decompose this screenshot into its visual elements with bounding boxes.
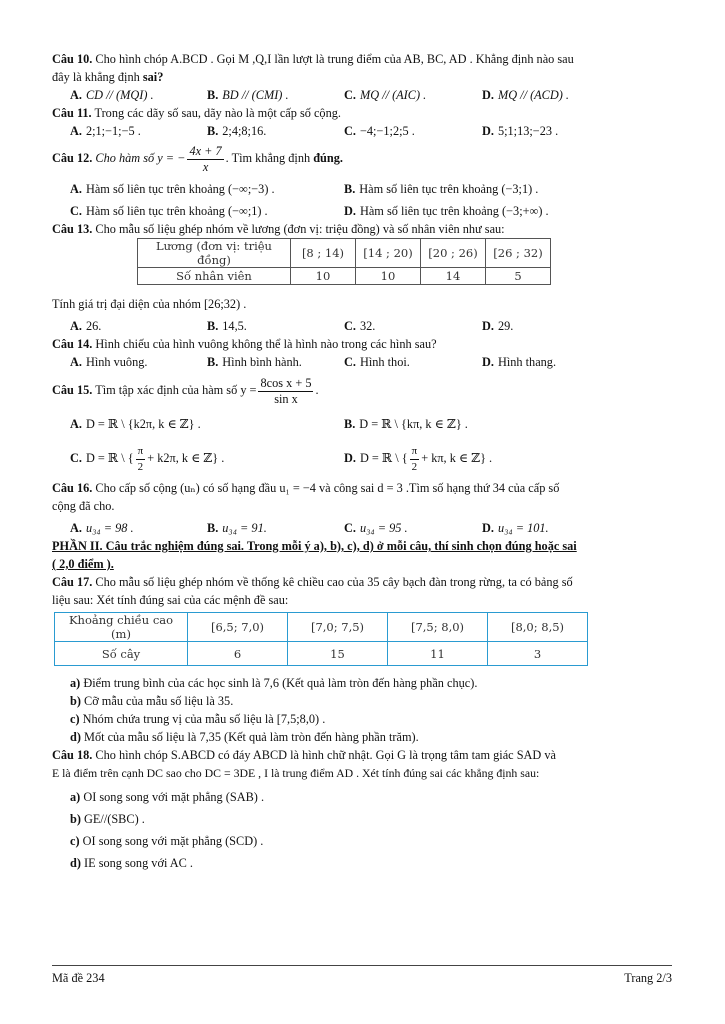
option-d[interactable]: D. MQ // (ACD) . bbox=[482, 88, 570, 102]
table-row bbox=[138, 268, 551, 285]
options-12-row1 bbox=[52, 180, 672, 198]
option-b[interactable]: B. Hình bình hành. bbox=[207, 355, 302, 369]
table-cell: [7,0; 7,5) bbox=[288, 613, 388, 642]
option-b[interactable]: B. D = ℝ \ {kπ, k ∈ ℤ} . bbox=[344, 417, 468, 431]
table-cell: 3 bbox=[488, 642, 588, 666]
question-text: Hình chiếu của hình vuông không thể là hình nào trong các hình sau? bbox=[95, 337, 437, 351]
question-text: liệu sau: Xét tính đúng sai của các mệnh đề sau: bbox=[52, 593, 289, 607]
statement-c[interactable]: c) Nhóm chứa trung vị của mẫu số liệu là [7,5;8,0) . bbox=[70, 712, 326, 726]
option-b[interactable]: B. 14,5. bbox=[207, 319, 247, 333]
table-cell: Số nhân viên bbox=[138, 268, 291, 285]
statement-d[interactable]: d) IE song song với AC . bbox=[70, 856, 194, 870]
option-a[interactable]: A. 26. bbox=[70, 319, 102, 333]
exam-page bbox=[52, 50, 672, 874]
question-label: Câu 16. bbox=[52, 481, 93, 495]
question-10 bbox=[52, 50, 672, 68]
question-label: Câu 12. bbox=[52, 151, 93, 165]
option-a[interactable]: A. u₃₄ = 98 . bbox=[70, 521, 134, 535]
question-text: cộng đã cho. bbox=[52, 499, 115, 513]
question-label: Câu 11. bbox=[52, 106, 92, 120]
question-label: Câu 13. bbox=[52, 222, 93, 236]
table-cell: [14 ; 20) bbox=[356, 239, 421, 268]
table-cell: Khoảng chiều cao (m) bbox=[55, 613, 188, 642]
option-d[interactable]: D. D = ℝ \ { $\frac{\pi}{2}$ + kπ, k ∈ ℤ} . bbox=[344, 444, 493, 473]
table-cell: Số cây bbox=[55, 642, 188, 666]
options-15-row2 bbox=[52, 443, 672, 473]
question-18-cont bbox=[52, 764, 672, 782]
option-c[interactable]: C. −4;−1;2;5 . bbox=[344, 124, 415, 138]
question-12 bbox=[52, 140, 672, 176]
formula: Cho hàm số y = − bbox=[95, 151, 186, 165]
options-15-row1 bbox=[52, 415, 672, 433]
options-14 bbox=[52, 353, 672, 371]
options-10 bbox=[52, 86, 672, 104]
question-16 bbox=[52, 479, 672, 497]
table-row bbox=[55, 613, 588, 642]
question-label: Câu 18. bbox=[52, 748, 93, 762]
statement-d[interactable]: d) Mốt của mẫu số liệu là 7,35 (Kết quả làm tròn đến hàng phần trăm). bbox=[70, 730, 419, 744]
option-d[interactable]: D. Hình thang. bbox=[482, 355, 557, 369]
fraction: $\frac{4x + 7}{x}$ bbox=[189, 143, 222, 174]
statement-b[interactable]: b) Cỡ mẫu của mẫu số liệu là 35. bbox=[70, 694, 234, 708]
height-table bbox=[54, 612, 588, 666]
question-13-ask bbox=[52, 295, 672, 313]
option-d[interactable]: D. 5;1;13;−23 . bbox=[482, 124, 559, 138]
question-text: Cho mẫu số liệu ghép nhóm về thống kê chiều cao của 35 cây bạch đàn trong rừng, ta có bảng số bbox=[95, 575, 573, 589]
question-14 bbox=[52, 335, 672, 353]
table-row bbox=[55, 642, 588, 666]
emphasis: đúng. bbox=[313, 151, 343, 165]
statement-a[interactable]: a) OI song song với mặt phẳng (SAB) . bbox=[70, 790, 265, 804]
question-text: Trong các dãy số sau, dãy nào là một cấp số cộng. bbox=[94, 106, 341, 120]
question-label: Câu 14. bbox=[52, 337, 93, 351]
option-d[interactable]: D. 29. bbox=[482, 319, 514, 333]
table-cell: 14 bbox=[421, 268, 486, 285]
option-a[interactable]: A. CD // (MQI) . bbox=[70, 88, 154, 102]
option-b[interactable]: B. BD // (CMI) . bbox=[207, 88, 289, 102]
question-text: Cho mẫu số liệu ghép nhóm về lương (đơn vị: triệu đồng) và số nhân viên như sau: bbox=[95, 222, 505, 236]
option-d[interactable]: D. Hàm số liên tục trên khoảng (−3;+∞) . bbox=[344, 204, 549, 218]
statement-a[interactable]: a) Điểm trung bình của các học sinh là 7,6 (Kết quả làm tròn đến hàng phần chục). bbox=[70, 676, 478, 690]
question-text: . Tìm khẳng định bbox=[225, 151, 311, 165]
table-cell: [6,5; 7,0) bbox=[188, 613, 288, 642]
question-label: Câu 10. bbox=[52, 52, 93, 66]
table-cell: Lương (đơn vị: triệu đồng) bbox=[138, 239, 291, 268]
table-cell: [26 ; 32) bbox=[486, 239, 551, 268]
question-text: Cho hình chóp S.ABCD có đáy ABCD là hình chữ nhật. Gọi G là trọng tâm tam giác SAD và bbox=[95, 748, 556, 762]
question-13 bbox=[52, 220, 672, 238]
emphasis: sai? bbox=[142, 70, 164, 84]
option-d[interactable]: D. u₃₄ = 101. bbox=[482, 521, 549, 535]
option-c[interactable]: C. Hình thoi. bbox=[344, 355, 410, 369]
option-a[interactable]: A. Hàm số liên tục trên khoảng (−∞;−3) . bbox=[70, 182, 275, 196]
table-row bbox=[138, 239, 551, 268]
question-10-cont bbox=[52, 68, 672, 86]
table-cell: [20 ; 26) bbox=[421, 239, 486, 268]
question-11 bbox=[52, 104, 672, 122]
question-label: Câu 17. bbox=[52, 575, 93, 589]
table-cell: 5 bbox=[486, 268, 551, 285]
option-c[interactable]: C. u₃₄ = 95 . bbox=[344, 521, 408, 535]
question-text: Tính giá trị đại diện của nhóm [26;32) . bbox=[52, 297, 247, 311]
option-c[interactable]: C. Hàm số liên tục trên khoảng (−∞;1) . bbox=[70, 204, 268, 218]
option-a[interactable]: A. 2;1;−1;−5 . bbox=[70, 124, 141, 138]
option-c[interactable]: C. 32. bbox=[344, 319, 376, 333]
option-b[interactable]: B. u₃₄ = 91. bbox=[207, 521, 267, 535]
question-17-cont bbox=[52, 591, 672, 609]
question-16-cont bbox=[52, 497, 672, 515]
table-cell: 10 bbox=[356, 268, 421, 285]
statement-c[interactable]: c) OI song song với mặt phẳng (SCD) . bbox=[70, 834, 264, 848]
fraction: $\frac{\text{8cos x + 5}}{\text{sin x}}$ bbox=[260, 375, 312, 406]
options-12-row2 bbox=[52, 202, 672, 220]
table-cell: [8,0; 8,5) bbox=[488, 613, 588, 642]
part-2-title: PHẦN II. Câu trắc nghiệm đúng sai. Trong mỗi ý a), b), c), d) ở mỗi câu, thí sinh chọn đúng hoặc sai bbox=[52, 539, 577, 553]
option-a[interactable]: A. Hình vuông. bbox=[70, 355, 148, 369]
option-c[interactable]: C. MQ // (AIC) . bbox=[344, 88, 427, 102]
question-18 bbox=[52, 746, 672, 764]
table-cell: [8 ; 14) bbox=[291, 239, 356, 268]
question-label: Câu 15. bbox=[52, 383, 93, 397]
page-footer bbox=[52, 965, 672, 986]
options-16 bbox=[52, 519, 672, 537]
table-cell: [7,5; 8,0) bbox=[388, 613, 488, 642]
salary-table bbox=[137, 238, 551, 285]
option-b[interactable]: B. Hàm số liên tục trên khoảng (−3;1) . bbox=[344, 182, 539, 196]
question-text: Cho cấp số cộng (uₙ) có số hạng đầu u₁ = −4 và công sai d = 3 .Tìm số hạng thứ 34 của cấp số bbox=[95, 481, 560, 495]
exam-code: Mã đề 234 bbox=[52, 971, 105, 985]
option-b[interactable]: B. 2;4;8;16. bbox=[207, 124, 267, 138]
options-13 bbox=[52, 317, 672, 335]
option-a[interactable]: A. D = ℝ \ {k2π, k ∈ ℤ} . bbox=[70, 417, 201, 431]
question-text: Cho hình chóp A.BCD . Gọi M ,Q,I lần lượt là trung điểm của AB, BC, AD . Khẳng định nào sau bbox=[95, 52, 574, 66]
question-17 bbox=[52, 573, 672, 591]
table-cell: 6 bbox=[188, 642, 288, 666]
option-c[interactable]: C. D = ℝ \ { $\frac{\pi}{2}$ + k2π, k ∈ ℤ} . bbox=[70, 444, 225, 473]
page-number: Trang 2/3 bbox=[624, 971, 672, 985]
table-cell: 10 bbox=[291, 268, 356, 285]
options-11 bbox=[52, 122, 672, 140]
question-text: đây là khẳng định bbox=[52, 70, 140, 84]
question-text: E là điểm trên cạnh DC sao cho DC = 3DE , I là trung điểm AD . Xét tính đúng sai các khẳng định sau: bbox=[52, 766, 540, 780]
part-2-title-cont: ( 2,0 điểm ). bbox=[52, 557, 114, 571]
table-cell: 11 bbox=[388, 642, 488, 666]
statement-b[interactable]: b) GE//(SBC) . bbox=[70, 812, 145, 826]
table-cell: 15 bbox=[288, 642, 388, 666]
question-text: Tìm tập xác định của hàm số y = bbox=[95, 383, 257, 397]
question-15: Câu 15. Tìm tập xác định của hàm số y = $\frac{\text{8cos x + 5}}{\text{sin x}}$ . bbox=[52, 375, 319, 406]
